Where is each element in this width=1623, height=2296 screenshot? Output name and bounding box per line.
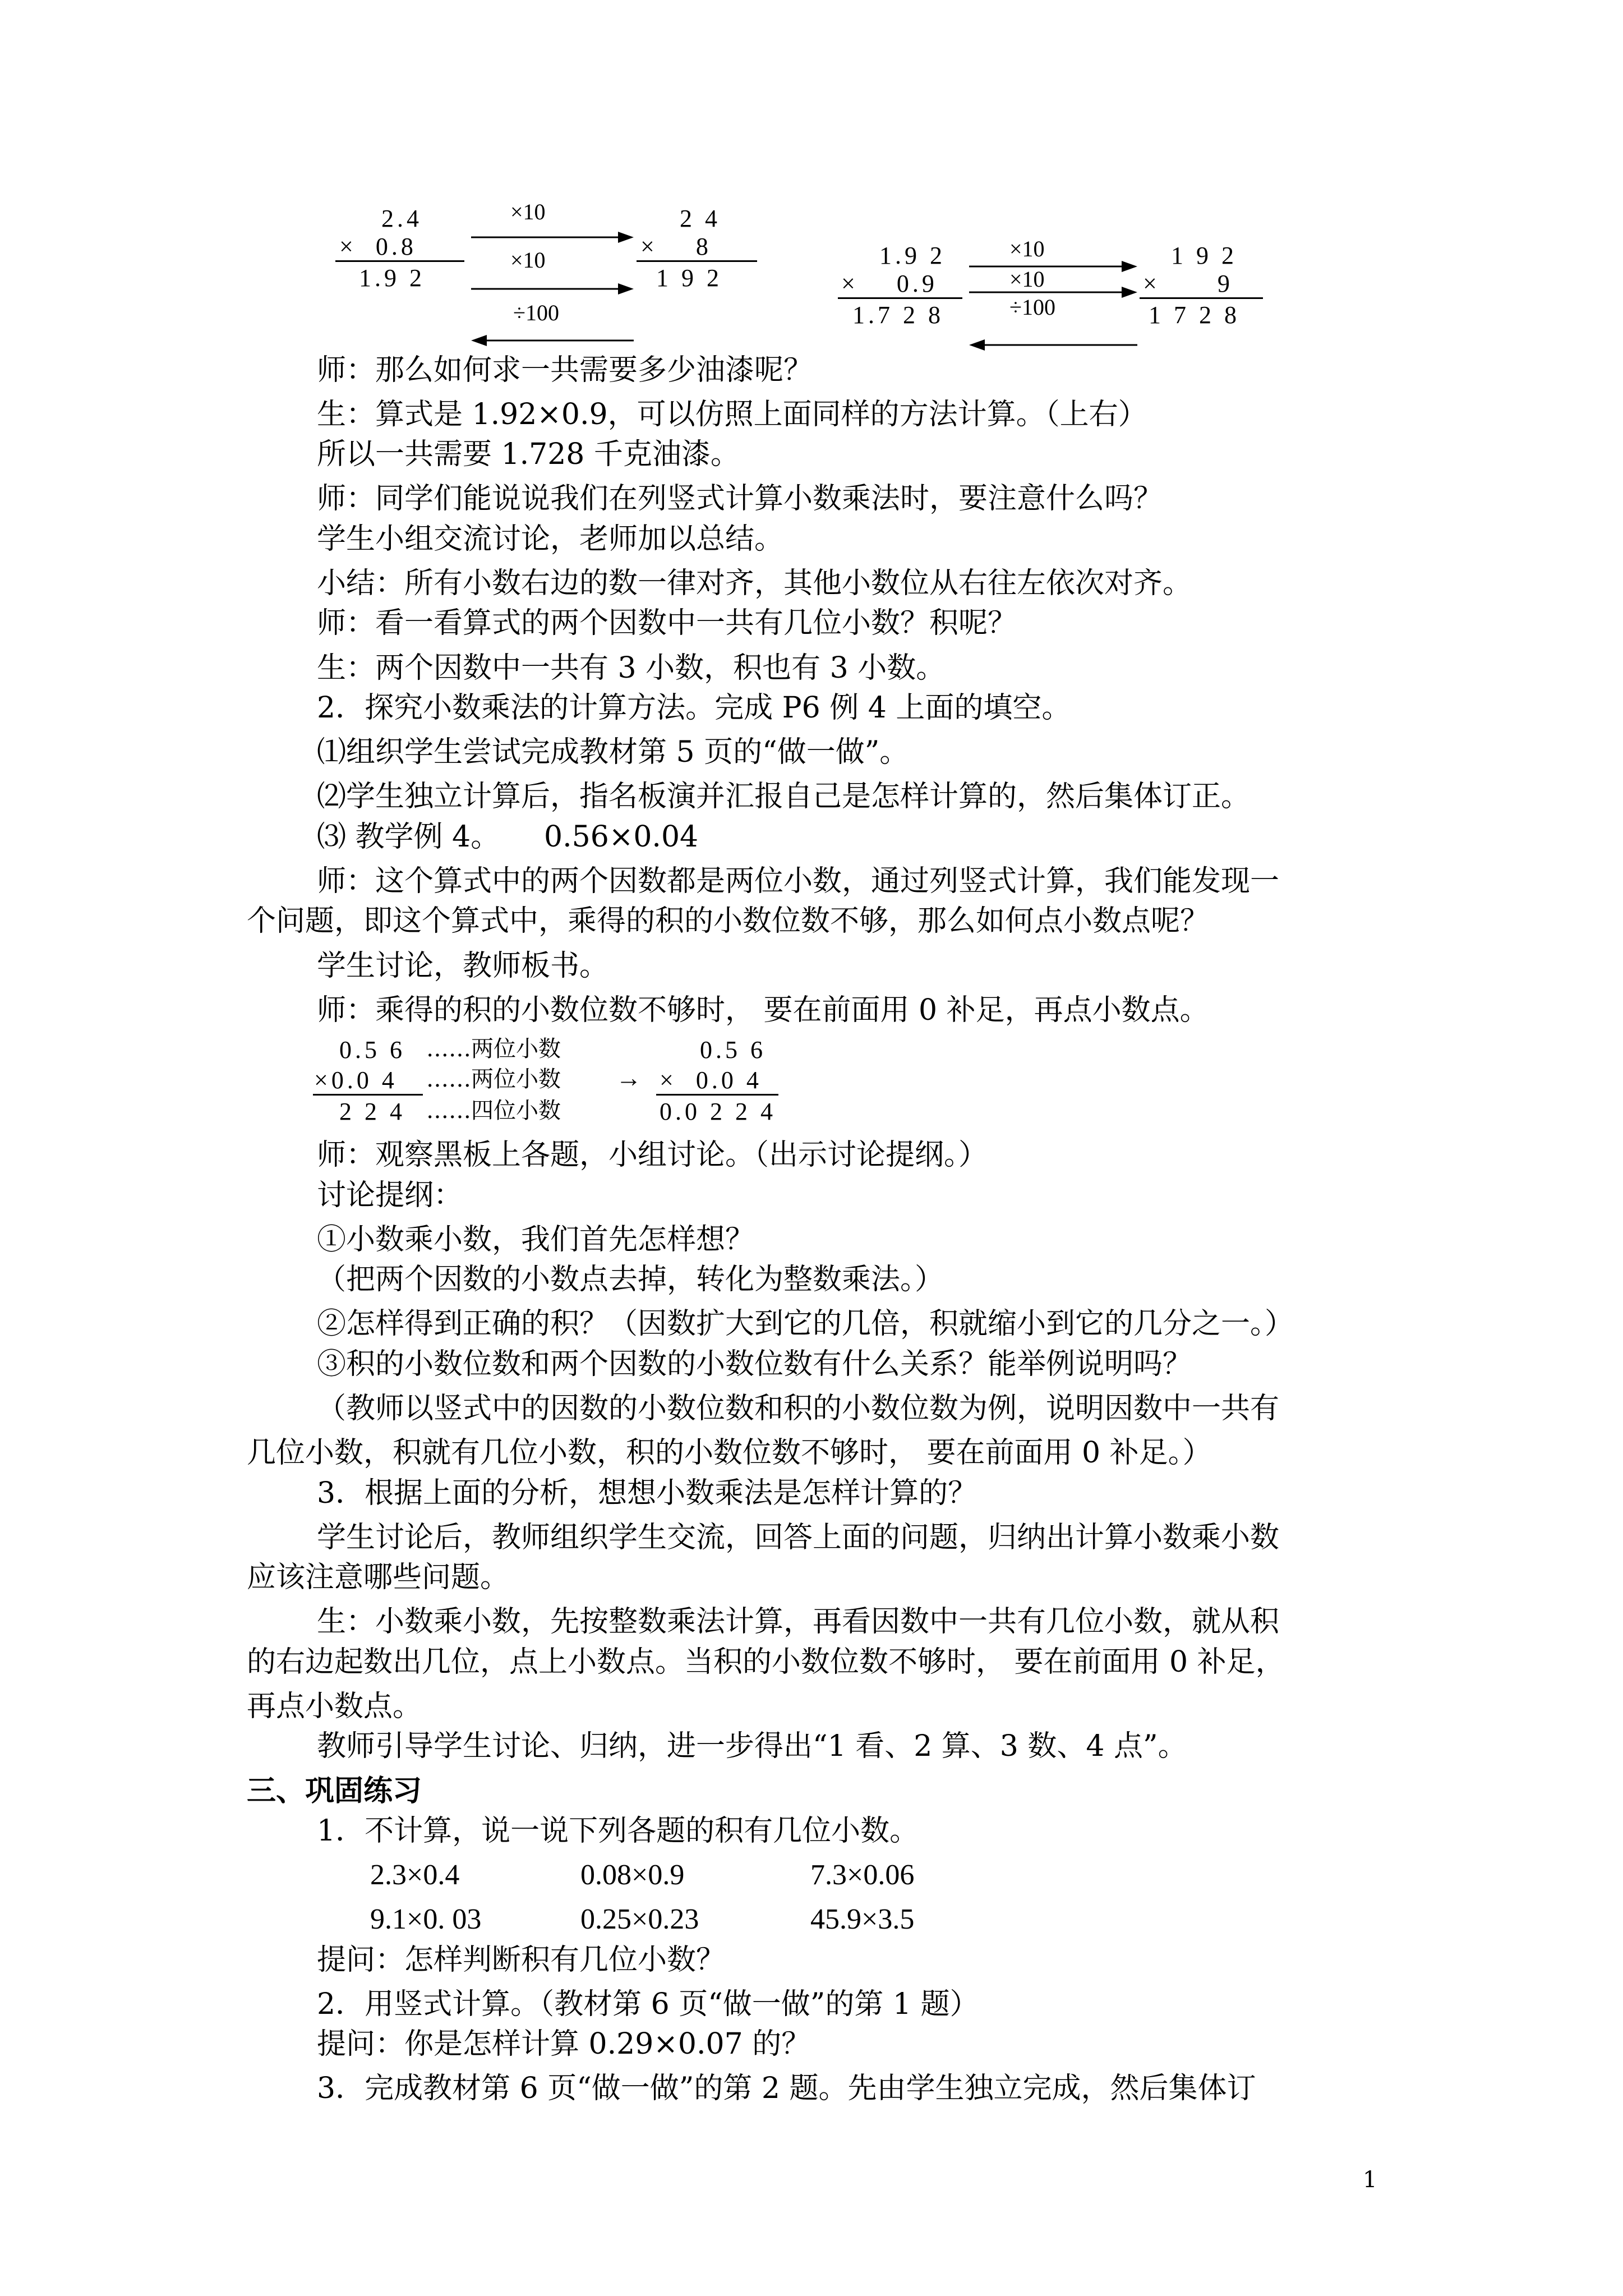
product: 1 7 2 8	[1149, 301, 1240, 329]
exercise-item: 45.9×3.5	[810, 1903, 915, 1935]
arrow-right-icon	[471, 280, 634, 297]
multiplier: ×0.0 4	[314, 1066, 398, 1094]
paragraph: ②怎样得到正确的积？（因数扩大到它的几倍，积就缩小到它的几分之一。）	[317, 1307, 1294, 1341]
paragraph: 师：这个算式中的两个因数都是两位小数，通过列竖式计算，我们能发现一	[317, 864, 1280, 898]
paragraph: 1．不计算，说一说下列各题的积有几位小数。	[317, 1814, 919, 1848]
section-heading: 三、巩固练习	[247, 1774, 422, 1808]
underline	[838, 297, 962, 299]
underline	[335, 260, 464, 262]
paragraph: 学生讨论，教师板书。	[317, 949, 609, 983]
op-label-top: ×10	[1009, 236, 1045, 261]
exercise-item: 0.25×0.23	[580, 1903, 699, 1935]
underline	[637, 260, 757, 262]
paragraph: 师：观察黑板上各题，小组讨论。（出示讨论提纲。）	[317, 1138, 988, 1172]
paragraph: （把两个因数的小数点去掉，转化为整数乘法。）	[317, 1263, 944, 1296]
multiplier: × 9	[1143, 270, 1233, 297]
paragraph: 应该注意哪些问题。	[247, 1561, 510, 1594]
product: 1.7 2 8	[852, 301, 944, 329]
paragraph: 提问：你是怎样计算 0.29×0.07 的？	[317, 2027, 811, 2061]
note: ……两位小数	[426, 1066, 561, 1092]
paragraph: 生：算式是 1.92×0.9，可以仿照上面同样的方法计算。（上右）	[317, 398, 1147, 431]
multiplier: × 0.8	[339, 233, 417, 260]
product: 1 9 2	[656, 264, 722, 292]
multiplicand: 1.9 2	[879, 242, 946, 269]
paragraph: 生：两个因数中一共有 3 小数，积也有 3 小数。	[317, 651, 946, 685]
op-label-middle: ×10	[1009, 266, 1045, 292]
paragraph: ①小数乘小数，我们首先怎样想？	[317, 1223, 755, 1257]
multiplicand: 0.5 6	[700, 1036, 766, 1064]
paragraph: 的右边起数出几位，点上小数点。当积的小数位数不够时， 要在前面用 0 补足，	[247, 1645, 1285, 1679]
exercise-item: 7.3×0.06	[810, 1859, 915, 1891]
paragraph: 学生讨论后，教师组织学生交流，回答上面的问题，归纳出计算小数乘小数	[317, 1521, 1280, 1554]
multiplier: × 0.9	[841, 270, 938, 297]
arrow-right-icon: →	[616, 1064, 642, 1092]
multiplicand: 2 4	[680, 205, 721, 232]
product: 1.9 2	[359, 264, 425, 292]
arrow-left-icon	[471, 332, 634, 349]
multiplier: × 0.0 4	[660, 1066, 762, 1094]
multiplicand: 0.5 6	[339, 1036, 405, 1064]
note: ……两位小数	[426, 1036, 561, 1062]
arrow-left-icon	[969, 337, 1137, 353]
paragraph: 所以一共需要 1.728 千克油漆。	[317, 438, 740, 471]
paragraph: 师：看一看算式的两个因数中一共有几位小数？积呢？	[317, 606, 1017, 640]
op-label-top: ×10	[510, 199, 546, 224]
paragraph: 提问：怎样判断积有几位小数？	[317, 1943, 726, 1977]
paragraph: 几位小数，积就有几位小数，积的小数位数不够时， 要在前面用 0 补足。）	[247, 1436, 1212, 1470]
product: 0.0 2 2 4	[660, 1098, 776, 1125]
paragraph: （教师以竖式中的因数的小数位数和积的小数位数为例，说明因数中一共有	[317, 1392, 1280, 1425]
paragraph: ⑵学生独立计算后，指名板演并汇报自己是怎样计算的，然后集体订正。	[317, 780, 1251, 813]
paragraph: 再点小数点。	[247, 1690, 422, 1723]
paragraph: 师：同学们能说说我们在列竖式计算小数乘法时，要注意什么吗？	[317, 482, 1163, 516]
paragraph: 3．根据上面的分析，想想小数乘法是怎样计算的？	[317, 1476, 978, 1510]
underline	[1140, 297, 1263, 299]
paragraph: 0.56×0.04	[544, 820, 699, 854]
paragraph: 个问题，即这个算式中，乘得的积的小数位数不够，那么如何点小数点呢？	[247, 904, 1210, 938]
paragraph: 教师引导学生讨论、归纳，进一步得出“1 看、2 算、3 数、4 点”。	[317, 1729, 1187, 1763]
paragraph: ⑴组织学生尝试完成教材第 5 页的“做一做”。	[317, 735, 909, 769]
page-number: 1	[1363, 2167, 1377, 2193]
paragraph: 2．探究小数乘法的计算方法。完成 P6 例 4 上面的填空。	[317, 691, 1071, 725]
op-label-bottom: ÷100	[1009, 295, 1055, 320]
paragraph: 2．用竖式计算。（教材第 6 页“做一做”的第 1 题）	[317, 1987, 979, 2021]
product: 2 2 4	[339, 1098, 405, 1125]
paragraph: ⑶ 教学例 4。	[317, 820, 500, 854]
exercise-item: 0.08×0.9	[580, 1859, 685, 1891]
multiplicand: 2.4	[381, 205, 422, 232]
underline	[313, 1094, 423, 1096]
paragraph: 师：乘得的积的小数位数不够时， 要在前面用 0 补足，再点小数点。	[317, 993, 1209, 1027]
note: ……四位小数	[426, 1098, 561, 1124]
op-label-bottom: ÷100	[513, 300, 559, 325]
op-label-middle: ×10	[510, 247, 546, 273]
arrow-right-icon	[969, 258, 1137, 275]
exercise-item: 2.3×0.4	[370, 1859, 460, 1891]
arrow-right-icon	[471, 229, 634, 246]
paragraph: 小结：所有小数右边的数一律对齐，其他小数位从右往左依次对齐。	[317, 567, 1192, 600]
multiplier: × 8	[640, 233, 712, 260]
paragraph: 生：小数乘小数，先按整数乘法计算，再看因数中一共有几位小数，就从积	[317, 1605, 1280, 1639]
paragraph: 讨论提纲：	[317, 1179, 463, 1212]
underline	[656, 1094, 778, 1096]
paragraph: 学生小组交流讨论，老师加以总结。	[317, 522, 784, 556]
exercise-item: 9.1×0. 03	[370, 1903, 482, 1935]
paragraph: 3．完成教材第 6 页“做一做”的第 2 题。先由学生独立完成，然后集体订	[317, 2072, 1256, 2105]
paragraph: 师：那么如何求一共需要多少油漆呢？	[317, 353, 813, 387]
paragraph: ③积的小数位数和两个因数的小数位数有什么关系？能举例说明吗？	[317, 1347, 1192, 1381]
multiplicand: 1 9 2	[1171, 242, 1237, 269]
